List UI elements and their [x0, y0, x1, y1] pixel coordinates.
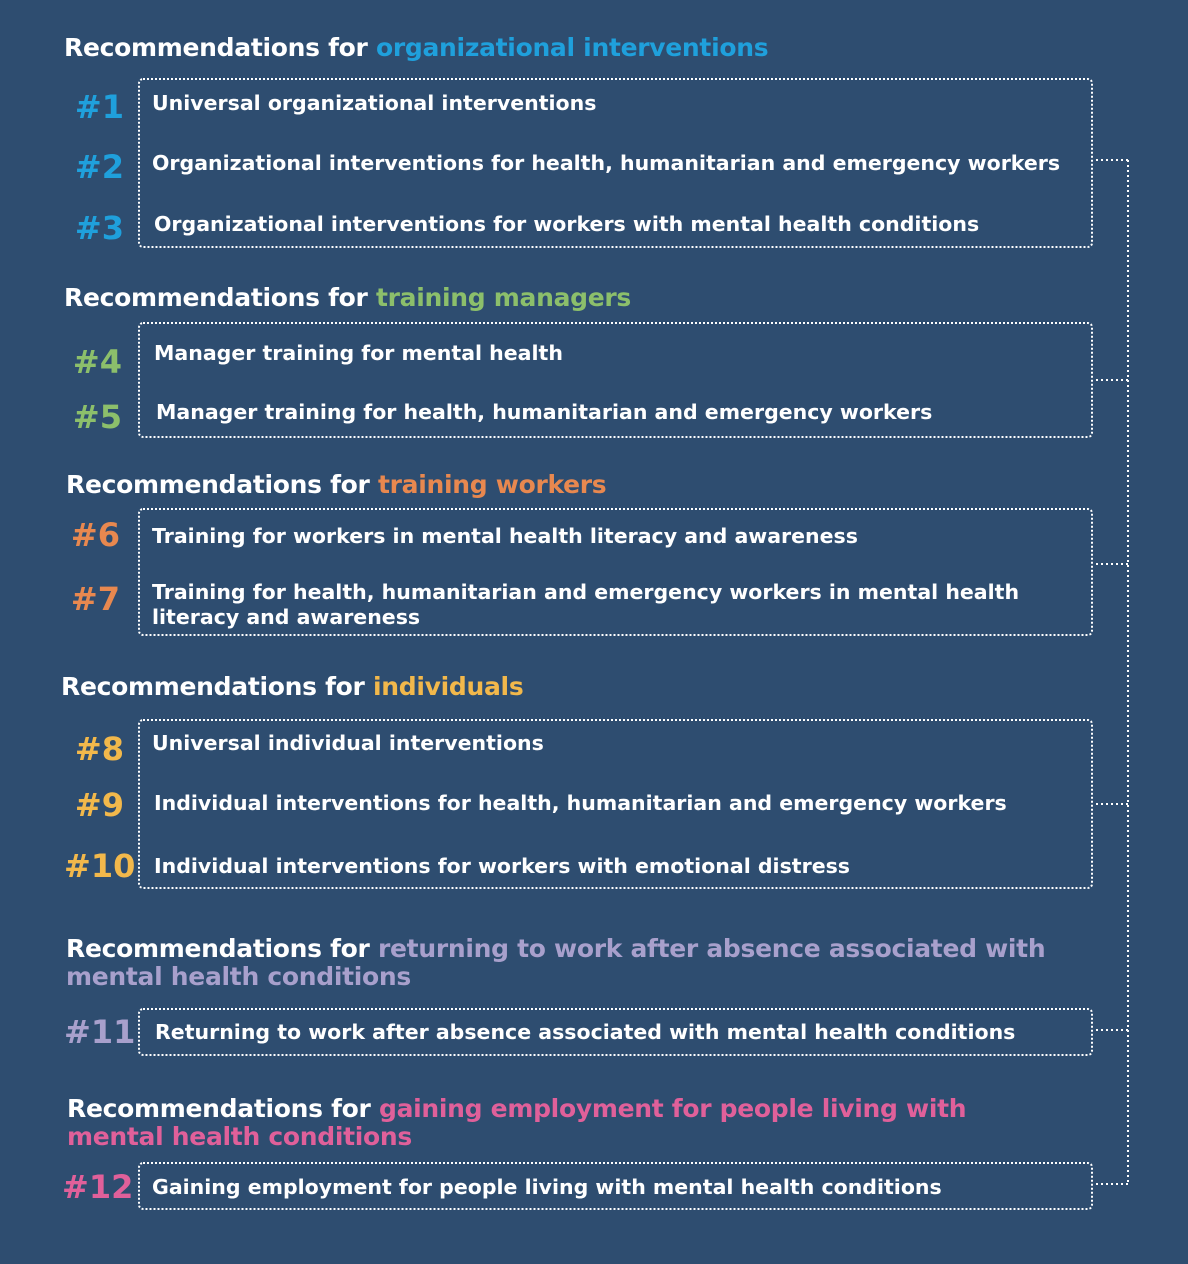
recommendation-number: #12	[62, 1168, 134, 1206]
recommendation-number: #10	[64, 847, 136, 885]
recommendation-number: #9	[74, 786, 124, 824]
section-heading-managers: Recommendations for training managers	[64, 283, 632, 312]
section-heading-employment-line2: mental health conditions	[67, 1122, 412, 1151]
recommendation-number: #5	[72, 398, 122, 436]
section-heading-return-to-work: Recommendations for returning to work after absence associated with	[66, 934, 1046, 963]
recommendation-text: Manager training for mental health	[154, 341, 563, 365]
recommendation-text: Training for health, humanitarian and emergency workers in mental health	[152, 580, 1020, 604]
section-heading-workers: Recommendations for training workers	[66, 470, 607, 499]
recommendation-text: Returning to work after absence associated with mental health conditions	[155, 1020, 1016, 1044]
recommendation-text: Individual interventions for health, humanitarian and emergency workers	[154, 791, 1007, 815]
recommendation-number: #8	[74, 730, 124, 768]
recommendation-text: Universal individual interventions	[152, 731, 544, 755]
recommendation-text: Universal organizational interventions	[152, 91, 597, 115]
recommendation-text: Organizational interventions for workers with mental health conditions	[154, 212, 980, 236]
section-heading-employment: Recommendations for gaining employment for people living with	[67, 1094, 967, 1123]
recommendation-text: Organizational interventions for health, humanitarian and emergency workers	[152, 151, 1061, 175]
recommendation-number: #7	[70, 580, 120, 618]
recommendation-number: #6	[70, 516, 120, 554]
recommendation-number: #4	[72, 343, 122, 381]
recommendation-text: Manager training for health, humanitarian and emergency workers	[156, 400, 933, 424]
recommendation-number: #1	[74, 88, 124, 126]
recommendation-number: #3	[74, 209, 124, 247]
section-heading-individuals: Recommendations for individuals	[61, 672, 524, 701]
recommendation-number: #11	[64, 1013, 136, 1051]
recommendation-number: #2	[74, 148, 124, 186]
section-heading-return-to-work-line2: mental health conditions	[66, 962, 411, 991]
recommendation-text: Gaining employment for people living with mental health conditions	[152, 1175, 942, 1199]
section-heading-organizational: Recommendations for organizational interventions	[64, 33, 769, 62]
recommendation-text-continued: literacy and awareness	[152, 605, 421, 629]
recommendation-text: Individual interventions for workers with emotional distress	[154, 854, 850, 878]
recommendation-text: Training for workers in mental health literacy and awareness	[152, 524, 858, 548]
